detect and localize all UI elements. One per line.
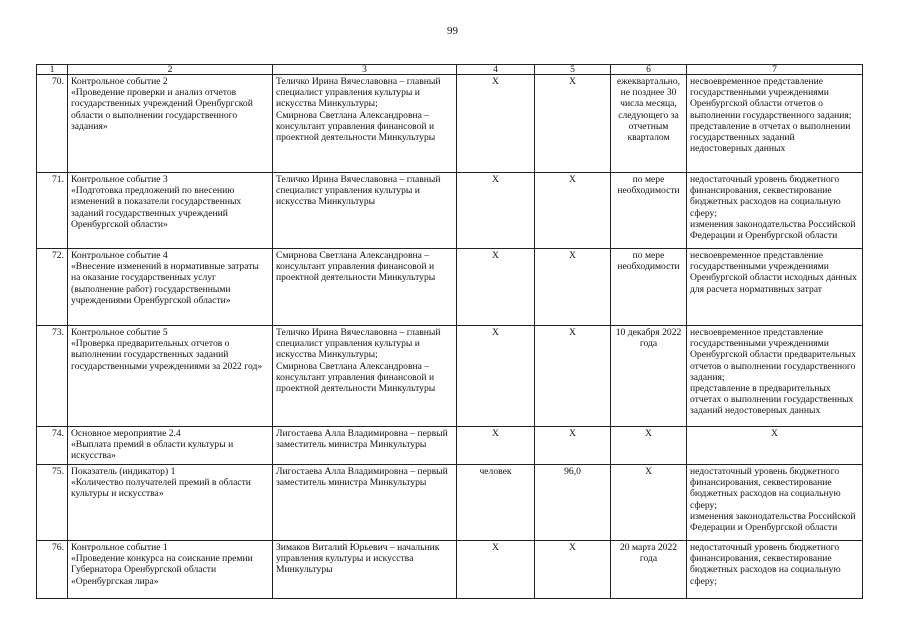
responsible-cell: Теличко Ирина Вячеславовна – главный специалист управления культуры и искусства Минкультуры; Смирнова Светлана Александровна – консультант управления финансовой и проектной деятельности Минкультуры bbox=[273, 75, 457, 173]
column-header: 4 bbox=[457, 65, 535, 75]
row-number: 70. bbox=[37, 75, 68, 173]
value-cell: Х bbox=[535, 75, 611, 173]
risks-cell: недостаточный уровень бюджетного финансирования, секвестирование бюджетных расходов на социальную сферу; bbox=[687, 541, 863, 599]
value-cell: Х bbox=[535, 249, 611, 326]
row-number: 76. bbox=[37, 541, 68, 599]
document-table bbox=[36, 64, 863, 599]
responsible-cell: Смирнова Светлана Александровна – консультант управления финансовой и проектной деятельности Минкультуры bbox=[273, 249, 457, 326]
event-cell: Контрольное событие 3 «Подготовка предложений по внесению изменений в показатели государственных заданий государственных учреждений Оренбургской области» bbox=[68, 173, 273, 249]
value-cell: 96,0 bbox=[535, 465, 611, 541]
value-cell: Х bbox=[535, 427, 611, 465]
responsible-cell: Лигостаева Алла Владимировна – первый заместитель министра Минкультуры bbox=[273, 427, 457, 465]
deadline-cell: 10 декабря 2022 года bbox=[611, 326, 687, 427]
unit-cell: Х bbox=[457, 173, 535, 249]
event-cell: Контрольное событие 4 «Внесение изменений в нормативные затраты на оказание государственных услуг (выполнение работ) государственными учреждениями Оренбургской области» bbox=[68, 249, 273, 326]
value-cell: Х bbox=[535, 173, 611, 249]
deadline-cell: Х bbox=[611, 427, 687, 465]
deadline-cell: по мере необходимости bbox=[611, 249, 687, 326]
row-number: 75. bbox=[37, 465, 68, 541]
column-header: 1 bbox=[37, 65, 68, 75]
table-row bbox=[37, 427, 863, 465]
unit-cell: Х bbox=[457, 326, 535, 427]
risks-cell: недостаточный уровень бюджетного финансирования, секвестирование бюджетных расходов на социальную сферу; изменения законодательства Российской Федерации и Оренбургской области bbox=[687, 465, 863, 541]
deadline-cell: ежеквартально, не позднее 30 числа месяца, следующего за отчетным кварталом bbox=[611, 75, 687, 173]
column-header: 6 bbox=[611, 65, 687, 75]
row-number: 74. bbox=[37, 427, 68, 465]
unit-cell: Х bbox=[457, 75, 535, 173]
table-row bbox=[37, 541, 863, 599]
deadline-cell: 20 марта 2022 года bbox=[611, 541, 687, 599]
row-number: 73. bbox=[37, 326, 68, 427]
event-cell: Контрольное событие 2 «Проведение проверки и анализ отчетов государственных учреждений Оренбургской области о выполнении государственного задания» bbox=[68, 75, 273, 173]
table-row bbox=[37, 173, 863, 249]
unit-cell: человек bbox=[457, 465, 535, 541]
table-row bbox=[37, 249, 863, 326]
column-header: 5 bbox=[535, 65, 611, 75]
column-number-row bbox=[37, 65, 863, 75]
column-header: 7 bbox=[687, 65, 863, 75]
risks-cell: недостаточный уровень бюджетного финансирования, секвестирование бюджетных расходов на социальную сферу; изменения законодательства Российской Федерации и Оренбургской области bbox=[687, 173, 863, 249]
event-cell: Показатель (индикатор) 1 «Количество получателей премий в области культуры и искусства» bbox=[68, 465, 273, 541]
table-row bbox=[37, 75, 863, 173]
event-cell: Основное мероприятие 2.4 «Выплата премий в области культуры и искусства» bbox=[68, 427, 273, 465]
row-number: 72. bbox=[37, 249, 68, 326]
table-row bbox=[37, 326, 863, 427]
value-cell: Х bbox=[535, 541, 611, 599]
risks-cell: несвоевременное представление государственными учреждениями Оренбургской области исходных данных для расчета нормативных затрат bbox=[687, 249, 863, 326]
deadline-cell: Х bbox=[611, 465, 687, 541]
row-number: 71. bbox=[37, 173, 68, 249]
unit-cell: Х bbox=[457, 541, 535, 599]
column-header: 3 bbox=[273, 65, 457, 75]
responsible-cell: Зимаков Виталий Юрьевич – начальник управления культуры и искусства Минкультуры bbox=[273, 541, 457, 599]
table-row bbox=[37, 465, 863, 541]
risks-cell: Х bbox=[687, 427, 863, 465]
column-header: 2 bbox=[68, 65, 273, 75]
responsible-cell: Теличко Ирина Вячеславовна – главный специалист управления культуры и искусства Минкультуры; Смирнова Светлана Александровна – консультант управления финансовой и проектной деятельности Минкультуры bbox=[273, 326, 457, 427]
event-cell: Контрольное событие 5 «Проверка предварительных отчетов о выполнении государственных заданий государственными учреждениями за 2022 год» bbox=[68, 326, 273, 427]
page-number: 99 bbox=[447, 25, 458, 37]
responsible-cell: Теличко Ирина Вячеславовна – главный специалист управления культуры и искусства Минкультуры bbox=[273, 173, 457, 249]
responsible-cell: Лигостаева Алла Владимировна – первый заместитель министра Минкультуры bbox=[273, 465, 457, 541]
unit-cell: Х bbox=[457, 427, 535, 465]
event-cell: Контрольное событие 1 «Проведение конкурса на соискание премии Губернатора Оренбургской области «Оренбургская лира» bbox=[68, 541, 273, 599]
value-cell: Х bbox=[535, 326, 611, 427]
deadline-cell: по мере необходимости bbox=[611, 173, 687, 249]
risks-cell: несвоевременное представление государственными учреждениями Оренбургской области отчетов о выполнении государственного задания; представление в отчетах о выполнении государственных заданий недостоверных данных bbox=[687, 75, 863, 173]
risks-cell: несвоевременное представление государственными учреждениями Оренбургской области предварительных отчетов о выполнении государственного задания; представление в предварительных отчетах о выполнении государственных заданий недостоверных данных bbox=[687, 326, 863, 427]
unit-cell: Х bbox=[457, 249, 535, 326]
